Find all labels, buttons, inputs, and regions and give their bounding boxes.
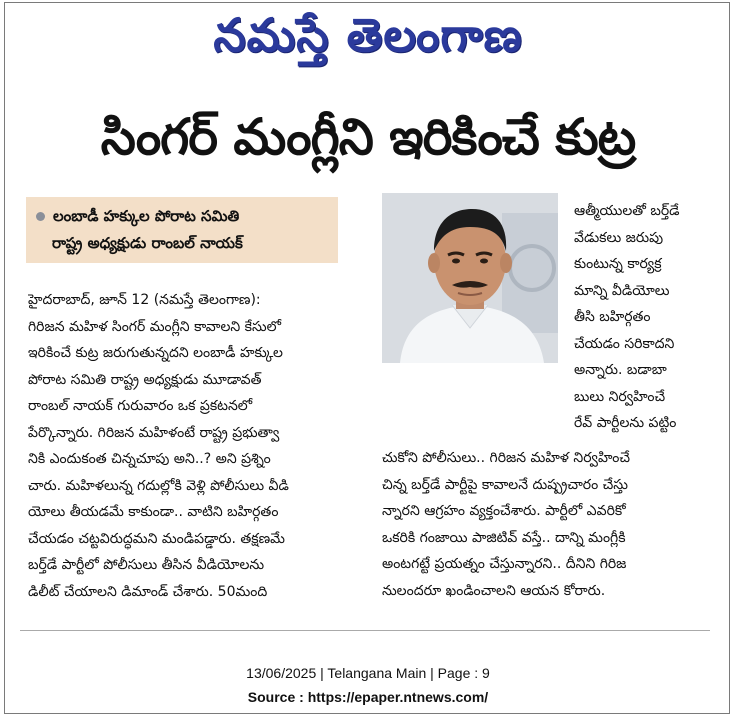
text-line: బులు నిర్వహించే xyxy=(574,388,666,405)
text-line: చేయడం సరికాదని xyxy=(574,335,675,352)
text-line: రాంబల్ నాయక్ గురువారం ఒక ప్రకటనలో xyxy=(28,398,253,414)
text-line: చిన్న బర్త్‌డే పార్టీపై కావాలనే దుష్ప్రచారం చేస్తు xyxy=(382,476,628,493)
text-line: ఆత్మీయులతో బర్త్‌డే xyxy=(574,203,680,219)
text-line: చేయడం చట్టవిరుద్ధమని మండిపడ్డారు. తక్షణమే xyxy=(28,530,285,547)
text-line: హైదరాబాద్, జూన్ 12 (నమస్తే తెలంగాణ): xyxy=(28,292,261,308)
article-lower-right-column xyxy=(382,445,708,604)
subhead-line-2: రాష్ట్ర అధ్యక్షుడు రాంబల్ నాయక్ xyxy=(52,234,243,252)
text-line: వేడుకలు జరుపు xyxy=(574,229,664,246)
text-line: బర్త్‌డే పార్టీలో పోలీసులు తీసిన వీడియోలను xyxy=(28,557,265,573)
source-link[interactable]: Source : https://epaper.ntnews.com/ xyxy=(247,689,489,705)
edition-info: 13/06/2025 | Telangana Main | Page : 9 xyxy=(246,665,490,681)
text-line: ఒకరికి గంజాయి పాజిటివ్ వస్తే.. దాన్ని మంగ్లీకి xyxy=(382,529,626,546)
bullet-icon xyxy=(36,212,45,221)
text-line: నికి ఎందుకంత చిన్నచూపు అని..? అని ప్రశ్నిం xyxy=(28,451,271,467)
page-footer xyxy=(0,661,736,709)
article-right-column xyxy=(574,198,704,437)
text-line: నులందరూ ఖండించాలని ఆయన కోరారు. xyxy=(382,582,606,599)
subhead-line-1: లంబాడీ హక్కుల పోరాట సమితి xyxy=(53,207,240,225)
text-line: మాన్ని వీడియోలు xyxy=(574,282,670,299)
text-line: అంటగట్టే ప్రయత్నం చేస్తున్నారని.. దీనిని గిరిజ xyxy=(382,556,627,572)
text-line: పేర్కొన్నారు. గిరిజన మహిళంటే రాష్ట్ర ప్రభుత్వా xyxy=(28,424,280,441)
text-line: ఇరికించే కుట్ర జరుగుతున్నదని లంబాడీ హక్కుల xyxy=(28,345,283,361)
portrait-photo xyxy=(382,193,558,363)
article-subhead xyxy=(26,197,338,263)
newspaper-masthead: నమస్తే తెలంగాణ xyxy=(213,8,523,62)
footer-divider xyxy=(20,630,710,631)
text-line: పోరాట సమితి రాష్ట్ర అధ్యక్షుడు మూడావత్ xyxy=(28,371,262,388)
article-headline: సింగర్ మంగ్లీని ఇరికించే కుట్ర xyxy=(100,108,636,166)
text-line: చుకోని పోలీసులు.. గిరిజన మహిళ నిర్వహించే xyxy=(382,450,630,466)
text-line: గిరిజన మహిళ సింగర్ మంగ్లీని కావాలని కేసులో xyxy=(28,318,282,335)
text-line: యోలు తీయడమే కాకుండా.. వాటిని బహిర్గతం xyxy=(28,504,279,520)
text-line: తీసి బహిర్గతం xyxy=(574,309,651,325)
text-line: కుంటున్న కార్యక్ర xyxy=(574,256,662,272)
text-line: చారు. మహిళలున్న గదుల్లోకి వెళ్లి పోలీసులు వీడి xyxy=(28,477,289,494)
article-left-column xyxy=(28,287,368,605)
text-line: రేవ్ పార్టీలను పట్టిం xyxy=(574,415,677,431)
text-line: అన్నారు. బడాబా xyxy=(574,362,667,378)
text-line: డిలీట్ చేయాలని డిమాండ్ చేశారు. 50మంది xyxy=(28,583,268,600)
text-line: న్నారని ఆగ్రహం వ్యక్తంచేశారు. పార్టీలో ఎవరికో xyxy=(382,503,626,519)
